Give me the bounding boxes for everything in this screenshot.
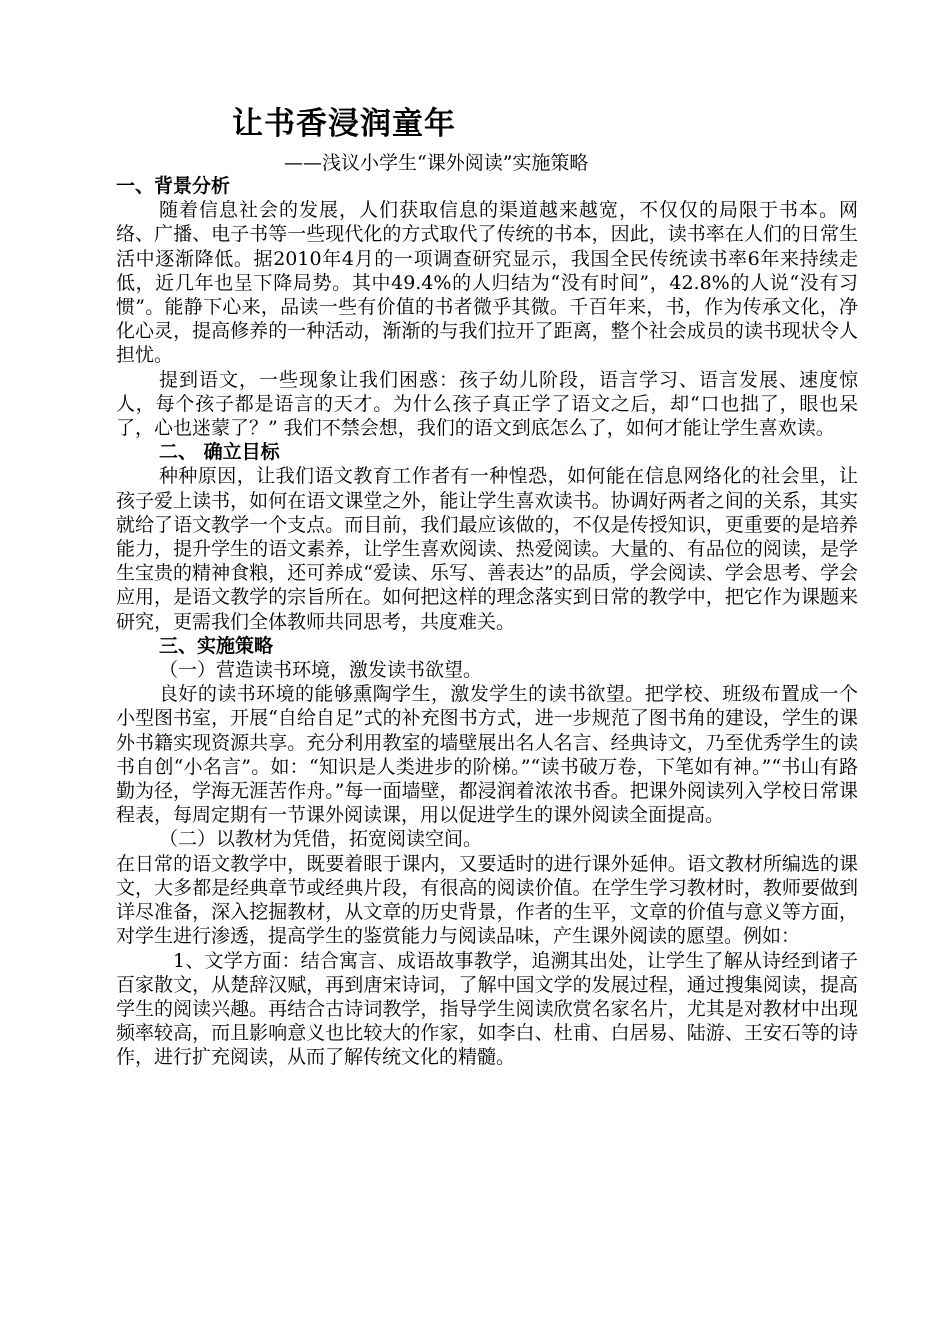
section-heading-goals: 二、 确立目标 — [159, 441, 280, 464]
document-title: 让书香浸润童年 — [232, 106, 456, 142]
section-heading-background: 一、背景分析 — [116, 175, 231, 197]
document-subtitle: ——浅议小学生“课外阅读”实施策略 — [284, 152, 589, 174]
document-body — [116, 174, 858, 1070]
subsection-heading: （二）以教材为凭借，拓宽阅读空间。 — [159, 828, 483, 851]
paragraph: 在日常的语文教学中，既要着眼于课内，又要适时的进行课外延伸。语文教材所编选的课文，大多都是经典章节或经典片段，有很高的阅读价值。在学生学习教材时，教师要做到详尽准备，深入挖掘教材，从文章的历史背景，作者的生平，文章的价值与意义等方面，对学生进行渗透，提高学生的鉴赏能力与阅读品味，产生课外阅读的愿望。例如： — [116, 852, 858, 948]
paragraph: 1、文学方面：结合寓言、成语故事教学，追溯其出处，让学生了解从诗经到诸子百家散文，从楚辞汉赋，再到唐宋诗词，了解中国文学的发展过程，通过搜集阅读，提高学生的阅读兴趣。再结合古诗词教学，指导学生阅读欣赏名家名片，尤其是对教材中出现频率较高，而且影响意义也比较大的作家，如李白、杜甫、白居易、陆游、王安石等的诗作，进行扩充阅读，从而了解传统文化的精髓。 — [116, 949, 858, 1069]
paragraph: 随着信息社会的发展，人们获取信息的渠道越来越宽，不仅仅的局限于书本。网络、广播、电子书等一些现代化的方式取代了传统的书本，因此，读书率在人们的日常生活中逐渐降低。据2010年4月的一项调查研究显示，我国全民传统读书率6年来持续走低，近几年也呈下降局势。其中49.4%的人归结为“没有时间”，42.8%的人说“没有习惯”。能静下心来，品读一些有价值的书者微乎其微。千百年来，书，作为传承文化，净化心灵，提高修养的一种活动，渐渐的与我们拉开了距离，整个社会成员的读书现状令人担忧。 — [116, 199, 858, 367]
paragraph: 提到语文，一些现象让我们困惑：孩子幼儿阶段，语言学习、语言发展、速度惊人，每个孩子都是语言的天才。为什么孩子真正学了语文之后，却“口也拙了，眼也呆了，心也迷蒙了？” 我们不禁会想，我们的语文到底怎么了，如何才能让学生喜欢读。 — [116, 368, 858, 440]
paragraph: 良好的读书环境的能够熏陶学生，激发学生的读书欲望。把学校、班级布置成一个小型图书室，开展“自给自足”式的补充图书方式，进一步规范了图书角的建设，学生的课外书籍实现资源共享。充分利用教室的墙壁展出名人名言、经典诗文，乃至优秀学生的读书自创“小名言”。如：“知识是人类进步的阶梯。”“读书破万卷，下笔如有神。”“书山有路勤为径，学海无涯苦作舟。”每一面墙壁，都浸润着浓浓书香。把课外阅读列入学校日常课程表，每周定期有一节课外阅读课，用以促进学生的课外阅读全面提高。 — [116, 683, 858, 827]
paragraph: 种种原因，让我们语文教育工作者有一种惶恐，如何能在信息网络化的社会里，让孩子爱上读书，如何在语文课堂之外，能让学生喜欢读书。协调好两者之间的关系，其实就给了语文教学一个支点。而目前，我们最应该做的，不仅是传授知识，更重要的是培养能力，提升学生的语文素养，让学生喜欢阅读、热爱阅读。大量的、有品位的阅读，是学生宝贵的精神食粮，还可养成“爱读、乐写、善表达”的品质，学会阅读、学会思考、学会应用，是语文教学的宗旨所在。如何把这样的理念落实到日常的教学中，把它作为课题来研究，更需我们全体教师共同思考，共度难关。 — [116, 465, 858, 633]
subsection-heading: （一）营造读书环境，激发读书欲望。 — [159, 659, 483, 682]
section-heading-strategies: 三、实施策略 — [159, 634, 274, 657]
